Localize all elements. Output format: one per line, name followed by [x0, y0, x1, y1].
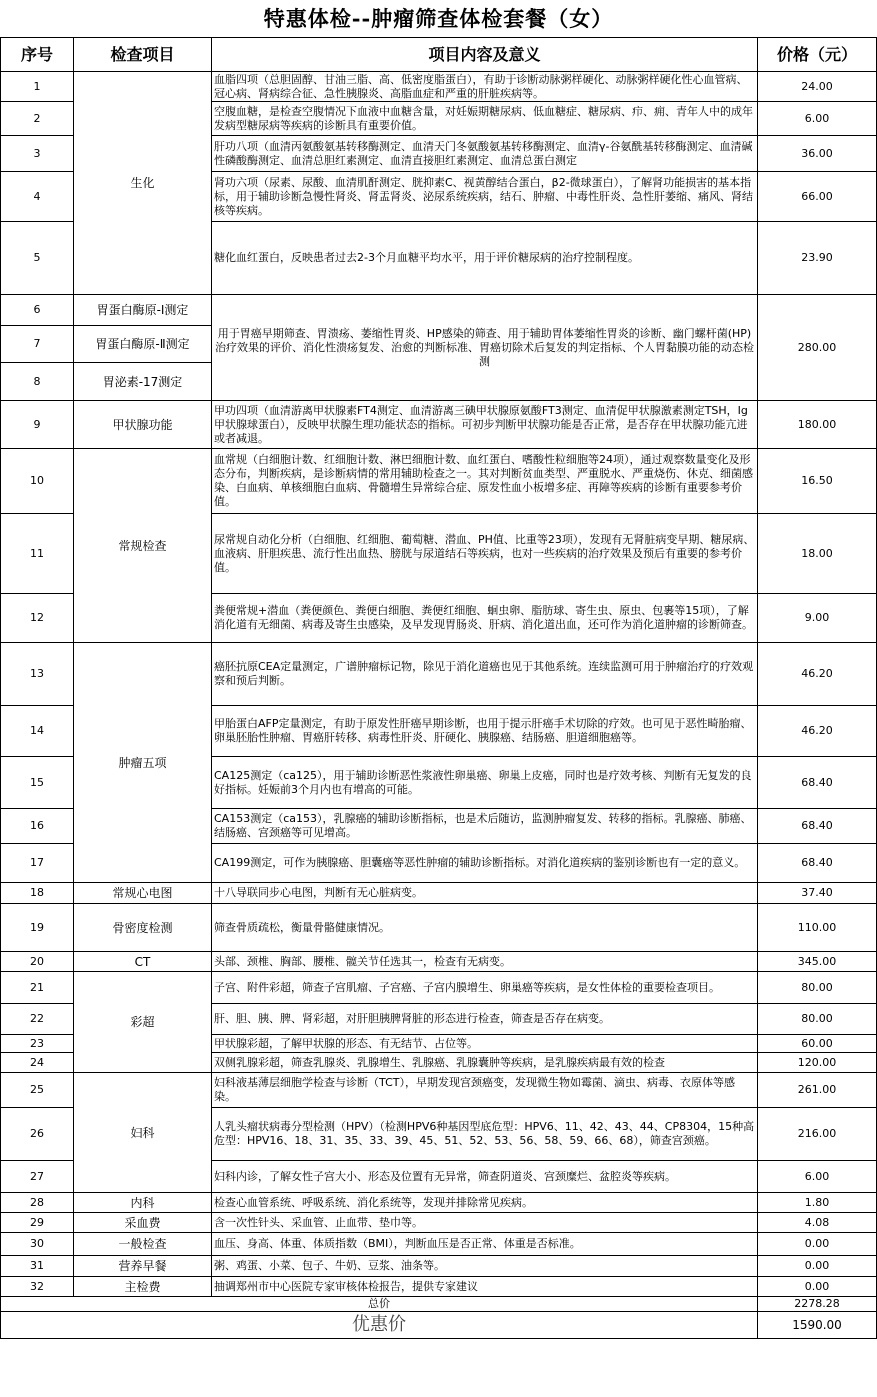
row-item: 采血费: [74, 1213, 212, 1233]
row-price: 68.40: [758, 757, 877, 809]
row-no: 1: [1, 72, 74, 102]
category-cell: 妇科: [74, 1073, 212, 1193]
row-no: 20: [1, 952, 74, 972]
row-no: 23: [1, 1035, 74, 1053]
row-desc: 双侧乳腺彩超，筛查乳腺炎、乳腺增生、乳腺癌、乳腺囊肿等疾病，是乳腺疾病最有效的检查: [212, 1053, 758, 1073]
row-item: 胃蛋白酶原-Ⅱ测定: [74, 326, 212, 363]
row-desc: 头部、颈椎、胸部、腰椎、髋关节任选其一，检查有无病变。: [212, 952, 758, 972]
table-row: [1, 401, 877, 449]
table-row: [1, 1256, 877, 1277]
row-desc: 含一次性针头、采血管、止血带、垫巾等。: [212, 1213, 758, 1233]
category-cell: 常规检查: [74, 449, 212, 643]
row-no: 7: [1, 326, 74, 363]
row-no: 3: [1, 136, 74, 172]
table-row: [1, 295, 877, 326]
row-no: 22: [1, 1004, 74, 1035]
row-item: 胃蛋白酶原-Ⅰ测定: [74, 295, 212, 326]
row-desc: 甲胎蛋白AFP定量测定，有助于原发性肝癌早期诊断，也用于提示肝癌手术切除的疗效。也可见于恶性畸胎瘤、卵巢胚胎性肿瘤、胃癌肝转移、病毒性肝炎、肝硬化、胰腺癌、结肠癌、胆道细胞癌等。: [212, 706, 758, 757]
row-desc: 粪便常规+潜血（粪便颜色、粪便白细胞、粪便红细胞、蛔虫卵、脂肪球、寄生虫、原虫、包裹等15项），了解消化道有无细菌、病毒及寄生虫感染，及早发现胃肠炎、肝病、消化道出血，还可作为消化道肿瘤的诊断筛查。: [212, 594, 758, 643]
header-content: 项目内容及意义: [212, 38, 758, 72]
header-no: 序号: [1, 38, 74, 72]
row-price: 80.00: [758, 972, 877, 1004]
row-no: 6: [1, 295, 74, 326]
row-no: 9: [1, 401, 74, 449]
row-no: 27: [1, 1161, 74, 1193]
row-no: 4: [1, 172, 74, 222]
row-price: 0.00: [758, 1233, 877, 1256]
row-desc: 尿常规自动化分析（白细胞、红细胞、葡萄糖、潜血、PH值、比重等23项），发现有无肾脏病变早期、糖尿病、血液病、肝胆疾患、流行性出血热、膀胱与尿道结石等疾病，也对一些疾病的治疗效果及预后有重要的参考价值。: [212, 514, 758, 594]
row-no: 19: [1, 904, 74, 952]
row-price: 46.20: [758, 706, 877, 757]
table-row: [1, 449, 877, 514]
row-item: 骨密度检测: [74, 904, 212, 952]
row-no: 18: [1, 883, 74, 904]
row-item: 一般检查: [74, 1233, 212, 1256]
header-item: 检查项目: [74, 38, 212, 72]
row-no: 2: [1, 102, 74, 136]
row-desc: 肝、胆、胰、脾、肾彩超，对肝胆胰脾肾脏的形态进行检查，筛查是否存在病变。: [212, 1004, 758, 1035]
row-no: 21: [1, 972, 74, 1004]
row-desc: 甲状腺彩超，了解甲状腺的形态、有无结节、占位等。: [212, 1035, 758, 1053]
row-desc: 血脂四项（总胆固醇、甘油三脂、高、低密度脂蛋白），有助于诊断动脉粥样硬化、动脉粥样硬化性心血管病、冠心病、肾病综合征、急性胰腺炎、高脂血症和严重的肝脏疾病等。: [212, 72, 758, 102]
row-desc: CA125测定（ca125），用于辅助诊断恶性浆液性卵巢癌、卵巢上皮癌，同时也是疗效考核、判断有无复发的良好指标。妊娠前3个月内也有增高的可能。: [212, 757, 758, 809]
total-label: 总价: [1, 1297, 758, 1312]
row-price: 66.00: [758, 172, 877, 222]
row-no: 11: [1, 514, 74, 594]
row-no: 32: [1, 1277, 74, 1297]
row-no: 31: [1, 1256, 74, 1277]
row-desc: 空腹血糖，是检查空腹情况下血液中血糖含量，对妊娠期糖尿病、低血糖症、糖尿病、疖、痈、青年人中的成年发病型糖尿病等疾病的诊断具有重要价值。: [212, 102, 758, 136]
row-price: 23.90: [758, 222, 877, 295]
row-desc: 妇科内诊，了解女性子宫大小、形态及位置有无异常，筛查阴道炎、宫颈糜烂、盆腔炎等疾病。: [212, 1161, 758, 1193]
row-no: 29: [1, 1213, 74, 1233]
header-price: 价格（元）: [758, 38, 877, 72]
table-row: [1, 643, 877, 706]
row-price: 68.40: [758, 844, 877, 883]
row-desc: CA153测定（ca153），乳腺癌的辅助诊断指标，也是术后随访，监测肿瘤复发、转移的指标。乳腺癌、肺癌、结肠癌、宫颈癌等可见增高。: [212, 809, 758, 844]
row-price: 16.50: [758, 449, 877, 514]
table-row: [1, 883, 877, 904]
total-row: [1, 1297, 877, 1312]
row-no: 14: [1, 706, 74, 757]
row-item: CT: [74, 952, 212, 972]
row-no: 25: [1, 1073, 74, 1108]
row-no: 30: [1, 1233, 74, 1256]
category-cell: 彩超: [74, 972, 212, 1073]
row-item: 营养早餐: [74, 1256, 212, 1277]
category-cell: 肿瘤五项: [74, 643, 212, 883]
row-price: 120.00: [758, 1053, 877, 1073]
total-value: 2278.28: [758, 1297, 877, 1312]
table-row: [1, 1277, 877, 1297]
row-no: 17: [1, 844, 74, 883]
row-desc: 癌胚抗原CEA定量测定，广谱肿瘤标记物，除见于消化道癌也见于其他系统。连续监测可用于肿瘤治疗的疗效观察和预后判断。: [212, 643, 758, 706]
row-desc: 抽调郑州市中心医院专家审核体检报告，提供专家建议: [212, 1277, 758, 1297]
row-no: 26: [1, 1108, 74, 1161]
row-desc: 筛查骨质疏松，衡量骨骼健康情况。: [212, 904, 758, 952]
row-price: 37.40: [758, 883, 877, 904]
row-no: 10: [1, 449, 74, 514]
table-row: [1, 972, 877, 1004]
row-item: 内科: [74, 1193, 212, 1213]
row-desc: 肝功八项（血清丙氨酸氨基转移酶测定、血清天门冬氨酸氨基转移酶测定、血清γ-谷氨酰基转移酶测定、血清碱性磷酸酶测定、血清总胆红素测定、血清直接胆红素测定、血清总蛋白测定: [212, 136, 758, 172]
row-price: 180.00: [758, 401, 877, 449]
row-desc: 血压、身高、体重、体质指数（BMI），判断血压是否正常、体重是否标准。: [212, 1233, 758, 1256]
row-price: 4.08: [758, 1213, 877, 1233]
row-price: 9.00: [758, 594, 877, 643]
row-desc: 甲功四项（血清游离甲状腺素FT4测定、血清游离三碘甲状腺原氨酸FT3测定、血清促甲状腺激素测定TSH，Ig甲状腺球蛋白），反映甲状腺生理功能状态的指标。可初步判断甲状腺功能是否正常，是否存在甲状腺功能亢进或者减退。: [212, 401, 758, 449]
row-no: 8: [1, 363, 74, 401]
row-desc: 粥、鸡蛋、小菜、包子、牛奶、豆浆、油条等。: [212, 1256, 758, 1277]
discount-label: 优惠价: [1, 1312, 758, 1339]
row-no: 13: [1, 643, 74, 706]
row-price: 0.00: [758, 1256, 877, 1277]
row-price: 68.40: [758, 809, 877, 844]
row-price: 80.00: [758, 1004, 877, 1035]
row-price: 46.20: [758, 643, 877, 706]
row-price: 1.80: [758, 1193, 877, 1213]
row-price: 24.00: [758, 72, 877, 102]
table-row: [1, 1073, 877, 1108]
row-item: 胃泌素-17测定: [74, 363, 212, 401]
row-price: 280.00: [758, 295, 877, 401]
row-desc: 血常规（白细胞计数、红细胞计数、淋巴细胞计数、血红蛋白、嗜酸性粒细胞等24项），通过观察数量变化及形态分布，判断疾病，是诊断病情的常用辅助检查之一。其对判断贫血类型、严重脱水、严重烧伤、休克、细菌感染、白血病、单核细胞白血病、骨髓增生异常综合症、原发性血小板增多症、再障等疾病的诊断有重要参考价值。: [212, 449, 758, 514]
row-no: 5: [1, 222, 74, 295]
discount-row: [1, 1312, 877, 1339]
row-no: 15: [1, 757, 74, 809]
row-item: 甲状腺功能: [74, 401, 212, 449]
row-no: 16: [1, 809, 74, 844]
table-header-row: [1, 38, 877, 72]
row-desc: 十八导联同步心电图，判断有无心脏病变。: [212, 883, 758, 904]
table-row: [1, 1213, 877, 1233]
row-desc: 检查心血管系统、呼吸系统、消化系统等，发现并排除常见疾病。: [212, 1193, 758, 1213]
row-desc: 用于胃癌早期筛查、胃溃疡、萎缩性胃炎、HP感染的筛查、用于辅助胃体萎缩性胃炎的诊断、幽门螺杆菌(HP)治疗效果的评价、消化性溃疡复发、治愈的判断标准、胃癌切除术后复发的判定指标、个人胃黏膜功能的动态检测: [212, 295, 758, 401]
row-desc: 肾功六项（尿素、尿酸、血清肌酐测定、胱抑素C、视黄醇结合蛋白，β2-微球蛋白），了解肾功能损害的基本指标，用于辅助诊断急慢性肾炎、肾盂肾炎、泌尿系统疾病，结石、肿瘤、中毒性肝炎、急性肝萎缩、痛风、肾结核等疾病。: [212, 172, 758, 222]
discount-value: 1590.00: [758, 1312, 877, 1339]
row-price: 345.00: [758, 952, 877, 972]
row-price: 261.00: [758, 1073, 877, 1108]
row-item: 常规心电图: [74, 883, 212, 904]
table-row: [1, 904, 877, 952]
category-cell: 生化: [74, 72, 212, 295]
row-price: 6.00: [758, 1161, 877, 1193]
row-price: 216.00: [758, 1108, 877, 1161]
row-desc: 糖化血红蛋白，反映患者过去2-3个月血糖平均水平，用于评价糖尿病的治疗控制程度。: [212, 222, 758, 295]
row-price: 0.00: [758, 1277, 877, 1297]
row-price: 110.00: [758, 904, 877, 952]
table-row: [1, 952, 877, 972]
table-row: [1, 1233, 877, 1256]
row-price: 6.00: [758, 102, 877, 136]
row-price: 60.00: [758, 1035, 877, 1053]
row-desc: 子宫、附件彩超，筛查子宫肌瘤、子宫癌、子宫内膜增生、卵巢癌等疾病，是女性体检的重要检查项目。: [212, 972, 758, 1004]
row-no: 12: [1, 594, 74, 643]
row-no: 28: [1, 1193, 74, 1213]
row-price: 36.00: [758, 136, 877, 172]
row-price: 18.00: [758, 514, 877, 594]
page-title: 特惠体检--肿瘤筛查体检套餐（女）: [263, 6, 614, 31]
package-table: [0, 37, 877, 1339]
row-desc: CA199测定，可作为胰腺癌、胆囊癌等恶性肿瘤的辅助诊断指标。对消化道疾病的鉴别诊断也有一定的意义。: [212, 844, 758, 883]
table-row: [1, 72, 877, 102]
row-item: 主检费: [74, 1277, 212, 1297]
table-row: [1, 1193, 877, 1213]
row-desc: 妇科液基薄层细胞学检查与诊断（TCT），早期发现宫颈癌变，发现微生物如霉菌、滴虫、病毒、衣原体等感染。: [212, 1073, 758, 1108]
row-no: 24: [1, 1053, 74, 1073]
row-desc: 人乳头瘤状病毒分型检测（HPV）（检测HPV6种基因型底危型：HPV6、11、42、43、44、CP8304，15种高危型：HPV16、18、31、35、33、39、45、51、52、53、56、58、59、66、68），筛查宫颈癌。: [212, 1108, 758, 1161]
